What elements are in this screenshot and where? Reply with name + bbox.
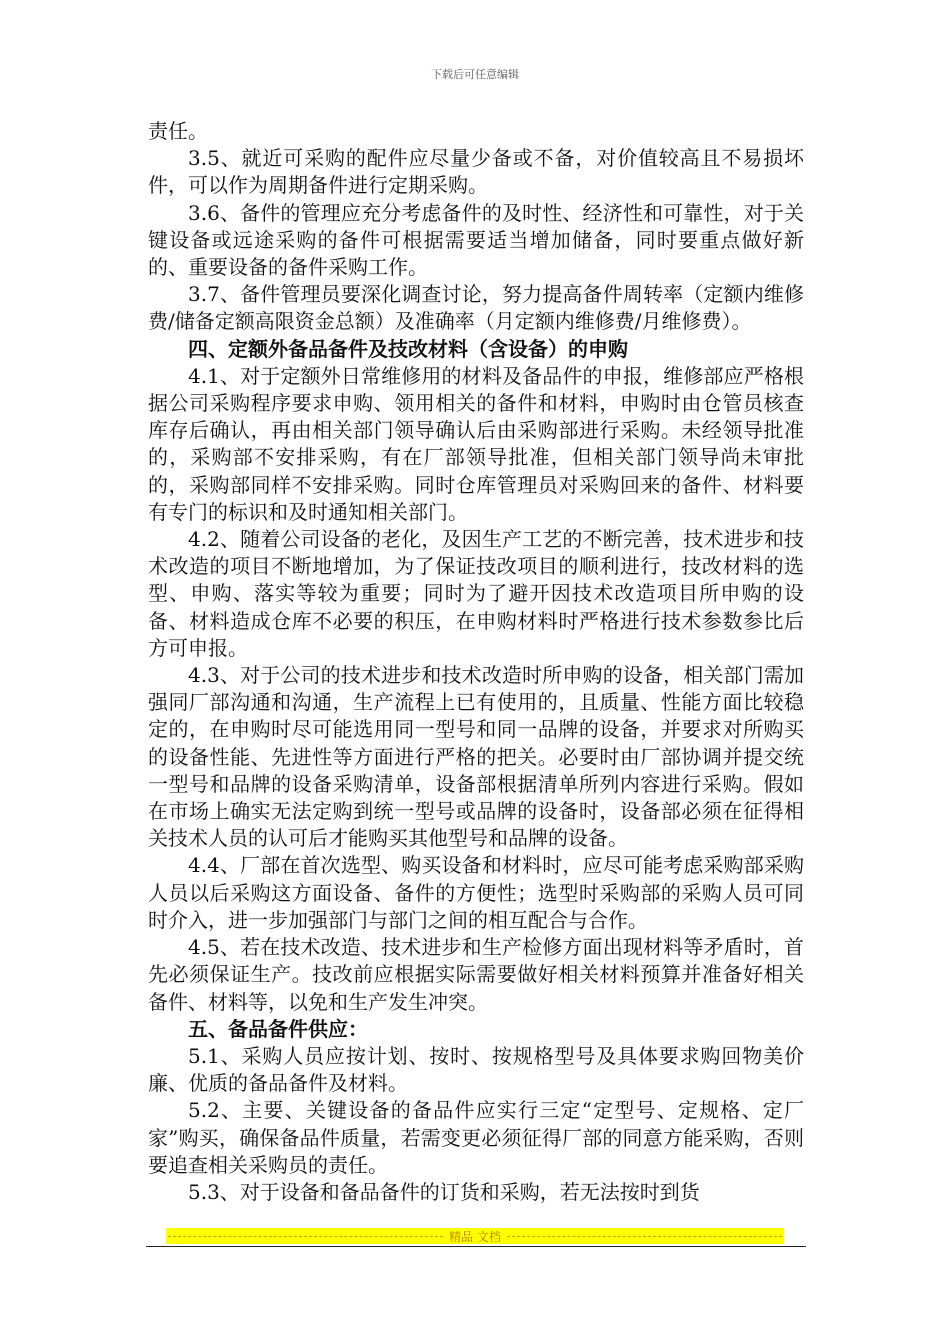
paragraph: 4.3、对于公司的技术进步和技术改造时所申购的设备，相关部门需加强同厂部沟通和沟通，生产流程上已有使用的，且质量、性能方面比较稳定的，在申购时尽可能选用同一型号和同一品牌的设备，并要求对所购买的设备性能、先进性等方面进行严格的把关。必要时由厂部协调并提交统一型号和品牌的设备采购清单，设备部根据清单所列内容进行采购。假如在市场上确实无法定购到统一型号或品牌的设备时，设备部必须在征得相关技术人员的认可后才能购买其他型号和品牌的设备。 <box>148 663 804 851</box>
paragraph: 4.4、厂部在首次选型、购买设备和材料时，应尽可能考虑采购部采购人员以后采购这方面设备、备件的方便性；选型时采购部的采购人员可同时介入，进一步加强部门与部门之间的相互配合与合作。 <box>148 853 804 932</box>
footer-divider <box>146 1246 806 1247</box>
paragraph: 责任。 <box>148 119 208 143</box>
paragraph: 3.6、备件的管理应充分考虑备件的及时性、经济性和可靠性，对于关键设备或远途采购的备件可根据需要适当增加储备，同时要重点做好新的、重要设备的备件采购工作。 <box>148 200 804 280</box>
paragraph: 3.7、备件管理员要深化调查讨论，努力提高备件周转率（定额内维修费/储备定额高限资金总额）及准确率（月定额内维修费/月维修费）。 <box>148 282 804 334</box>
paragraph: 4.1、对于定额外日常维修用的材料及备品件的申报，维修部应严格根据公司采购程序要求申购、领用相关的备件和材料，申购时由仓管员核查库存后确认，再由相关部门领导确认后由采购部进行采购。未经领导批准的，采购部不安排采购，有在厂部领导批准，但相关部门领导尚未审批的，采购部同样不安排采购。同时仓库管理员对采购回来的备件、材料要有专门的标识和及时通知相关部门。 <box>148 363 804 524</box>
footer-dashes-left <box>168 1236 443 1237</box>
footer-label: 精品 文档 <box>449 1229 501 1244</box>
page-header-note: 下载后可任意编辑 <box>431 68 519 81</box>
section-heading: 五、备品备件供应： <box>188 1016 368 1041</box>
paragraph: 3.5、就近可采购的配件应尽量少备或不备，对价值较高且不易损坏件，可以作为周期备件进行定期采购。 <box>148 146 804 198</box>
document-body <box>148 118 804 1206</box>
footer-dashes-right <box>507 1236 782 1237</box>
footer-watermark-bar <box>166 1228 784 1244</box>
paragraph: 5.2、主要、关键设备的备品件应实行三定“定型号、定规格、定厂家”购买，确保备品件质量，若需变更必须征得厂部的同意方能采购，否则要追查相关采购员的责任。 <box>148 1098 804 1177</box>
paragraph: 4.5、若在技术改造、技术进步和生产检修方面出现材料等矛盾时，首先必须保证生产。技改前应根据实际需要做好相关材料预算并准备好相关备件、材料等，以免和生产发生冲突。 <box>148 935 804 1014</box>
paragraph: 4.2、随着公司设备的老化，及因生产工艺的不断完善，技术进步和技术改造的项目不断地增加，为了保证技改项目的顺利进行，技改材料的选型、申购、落实等较为重要；同时为了避开因技术改造项目所申购的设备、材料造成仓库不必要的积压，在申购材料时严格进行技术参数参比后方可申报。 <box>148 527 804 660</box>
section-heading: 四、定额外备品备件及技改材料（含设备）的申购 <box>188 336 628 361</box>
paragraph: 5.3、对于设备和备品备件的订货和采购，若无法按时到货 <box>188 1179 700 1204</box>
paragraph: 5.1、采购人员应按计划、按时、按规格型号及具体要求购回物美价廉、优质的备品备件及材料。 <box>148 1043 804 1096</box>
